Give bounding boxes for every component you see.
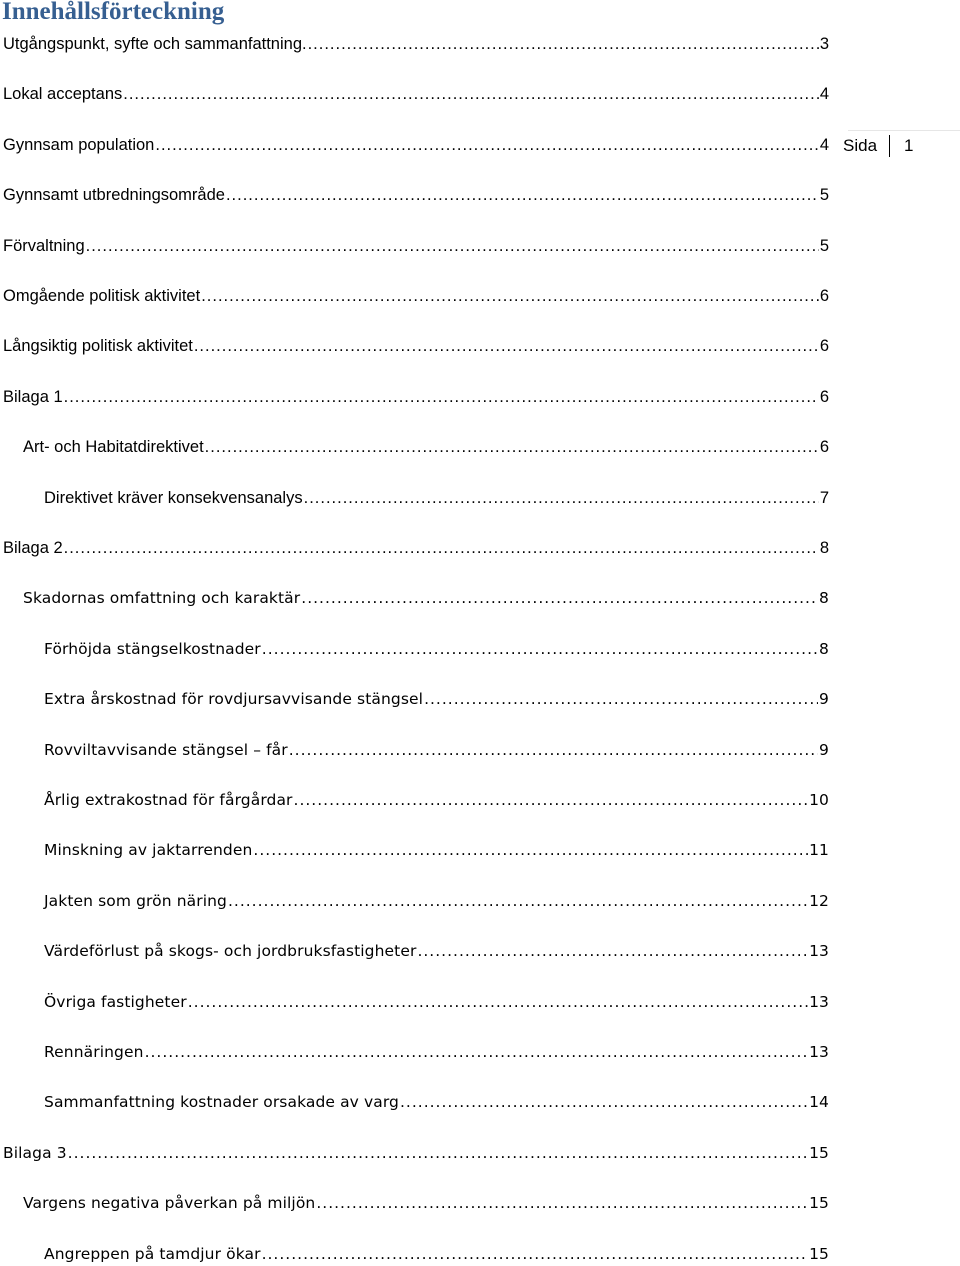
toc-entry-title: Lokal acceptans	[3, 85, 123, 104]
toc-entry-title: Skadornas omfattning och karaktär	[23, 589, 301, 608]
toc-entry[interactable]	[44, 1040, 829, 1064]
toc-entry-title: Förvaltning	[3, 236, 85, 255]
toc-entry-title: Gynnsamt utbredningsområde	[3, 186, 225, 205]
toc-entry-title: Bilaga 3	[3, 1143, 67, 1162]
toc-entry-page: 8	[819, 539, 829, 557]
toc-dot-leader	[145, 1040, 809, 1064]
page-separator	[889, 135, 890, 157]
toc-entry-page: 9	[819, 690, 829, 709]
toc-dot-leader	[304, 486, 819, 510]
toc-dot-leader	[301, 586, 818, 610]
toc-dot-leader	[205, 435, 819, 459]
toc-entry-page: 9	[819, 740, 829, 759]
page-number-label	[843, 134, 914, 158]
toc-dot-leader	[201, 284, 819, 308]
toc-entry[interactable]	[23, 1191, 829, 1215]
toc-entry-page: 15	[809, 1143, 829, 1162]
toc-entry-title: Värdeförlust på skogs- och jordbruksfastigheter	[44, 942, 417, 961]
toc-entry-title: Vargens negativa påverkan på miljön	[23, 1194, 316, 1213]
toc-dot-leader	[308, 32, 819, 56]
toc-entry[interactable]	[44, 1090, 829, 1114]
toc-entry-title: Art- och Habitatdirektivet	[23, 438, 204, 457]
toc-entry-page: 15	[809, 1194, 829, 1213]
toc-entry-title: Minskning av jaktarrenden	[44, 841, 253, 860]
toc-entry-page: 13	[809, 1043, 829, 1061]
toc-entry-page: 6	[819, 287, 829, 305]
toc-dot-leader	[194, 334, 819, 358]
toc-entry-title: Sammanfattning kostnader orsakade av varg	[44, 1093, 399, 1112]
toc-entry-title: Långsiktig politisk aktivitet	[3, 337, 193, 356]
toc-entry[interactable]	[44, 687, 829, 711]
toc-dot-leader	[64, 385, 819, 409]
toc-dot-leader	[123, 82, 819, 106]
toc-entry-title: Jakten som grön näring	[44, 891, 227, 910]
toc-entry-page: 12	[809, 891, 829, 910]
toc-entry[interactable]	[3, 234, 829, 258]
toc-entry[interactable]	[44, 889, 829, 913]
toc-entry-title: Förhöjda stängselkostnader	[44, 639, 261, 658]
toc-dot-leader	[316, 1191, 808, 1215]
toc-entry-title: Rovviltavvisande stängsel – får	[44, 740, 288, 759]
toc-entry[interactable]	[23, 586, 829, 610]
toc-entry[interactable]	[44, 738, 829, 762]
toc-entry[interactable]	[44, 1242, 829, 1266]
toc-dot-leader	[253, 838, 808, 862]
toc-entry[interactable]	[3, 385, 829, 409]
toc-entry[interactable]	[44, 637, 829, 661]
toc-entry-page: 10	[809, 791, 829, 809]
toc-entry-page: 5	[819, 236, 829, 255]
toc-entry[interactable]	[3, 82, 829, 106]
toc-dot-leader	[64, 536, 819, 560]
toc-entry[interactable]	[3, 1141, 829, 1165]
toc-dot-leader	[86, 234, 819, 258]
toc-dot-leader	[262, 637, 818, 661]
toc-entry-page: 4	[819, 85, 829, 104]
toc-entry-title: Rennäringen	[44, 1043, 144, 1061]
toc-entry-page: 14	[809, 1093, 829, 1112]
toc-dot-leader	[294, 788, 809, 812]
toc-dot-leader	[289, 738, 818, 762]
toc-entry[interactable]	[44, 939, 829, 963]
toc-dot-leader	[68, 1141, 808, 1165]
toc-entry-page: 6	[819, 438, 829, 457]
page-number: 1	[904, 136, 914, 155]
toc-title: Innehållsförteckning	[2, 0, 225, 25]
toc-entry[interactable]	[3, 536, 829, 560]
toc-entry-title: Utgångspunkt, syfte och sammanfattning.	[3, 35, 307, 53]
toc-entry-page: 13	[809, 942, 829, 961]
toc-entry-page: 8	[819, 589, 829, 608]
toc-entry-title: Bilaga 2	[3, 539, 63, 557]
page-word: Sida	[843, 136, 878, 155]
toc-entry[interactable]	[44, 838, 829, 862]
toc-entry[interactable]	[3, 133, 829, 157]
header-rule	[848, 130, 960, 131]
toc-dot-leader	[155, 133, 818, 157]
toc-entry-title: Gynnsam population	[3, 135, 155, 154]
toc-entry-title: Årlig extrakostnad för fårgårdar	[44, 791, 293, 809]
toc-entry[interactable]	[3, 284, 829, 308]
toc-entry-page: 6	[819, 387, 829, 406]
toc-entry-page: 4	[819, 135, 829, 154]
toc-entry-title: Omgående politisk aktivitet	[3, 287, 201, 305]
toc-entry-title: Direktivet kräver konsekvensanalys	[44, 488, 303, 507]
toc-entry[interactable]	[44, 788, 829, 812]
toc-entry[interactable]	[44, 486, 829, 510]
toc-entry[interactable]	[44, 990, 829, 1014]
toc-entry-title: Extra årskostnad för rovdjursavvisande stängsel	[44, 690, 424, 709]
toc-entry-page: 3	[819, 35, 829, 53]
toc-dot-leader	[228, 889, 808, 913]
toc-entry-title: Bilaga 1	[3, 387, 63, 406]
toc-entry-page: 6	[819, 337, 829, 356]
toc-entry-page: 13	[809, 992, 829, 1011]
toc-dot-leader	[417, 939, 808, 963]
toc-entry[interactable]	[3, 32, 829, 56]
toc-dot-leader	[188, 990, 808, 1014]
toc-entry-page: 8	[819, 639, 829, 658]
toc-dot-leader	[226, 183, 819, 207]
toc-entry[interactable]	[3, 334, 829, 358]
toc-dot-leader	[400, 1090, 808, 1114]
toc-dot-leader	[262, 1242, 808, 1266]
toc-entry-page: 7	[819, 488, 829, 507]
toc-entry-page: 15	[809, 1244, 829, 1263]
toc-entry-page: 5	[819, 186, 829, 205]
toc-entry-title: Övriga fastigheter	[44, 992, 187, 1011]
toc-entry[interactable]	[3, 183, 829, 207]
toc-entry-title: Angreppen på tamdjur ökar	[44, 1244, 261, 1263]
toc-dot-leader	[424, 687, 818, 711]
toc-entry[interactable]	[23, 435, 829, 459]
toc-entry-page: 11	[809, 841, 829, 860]
